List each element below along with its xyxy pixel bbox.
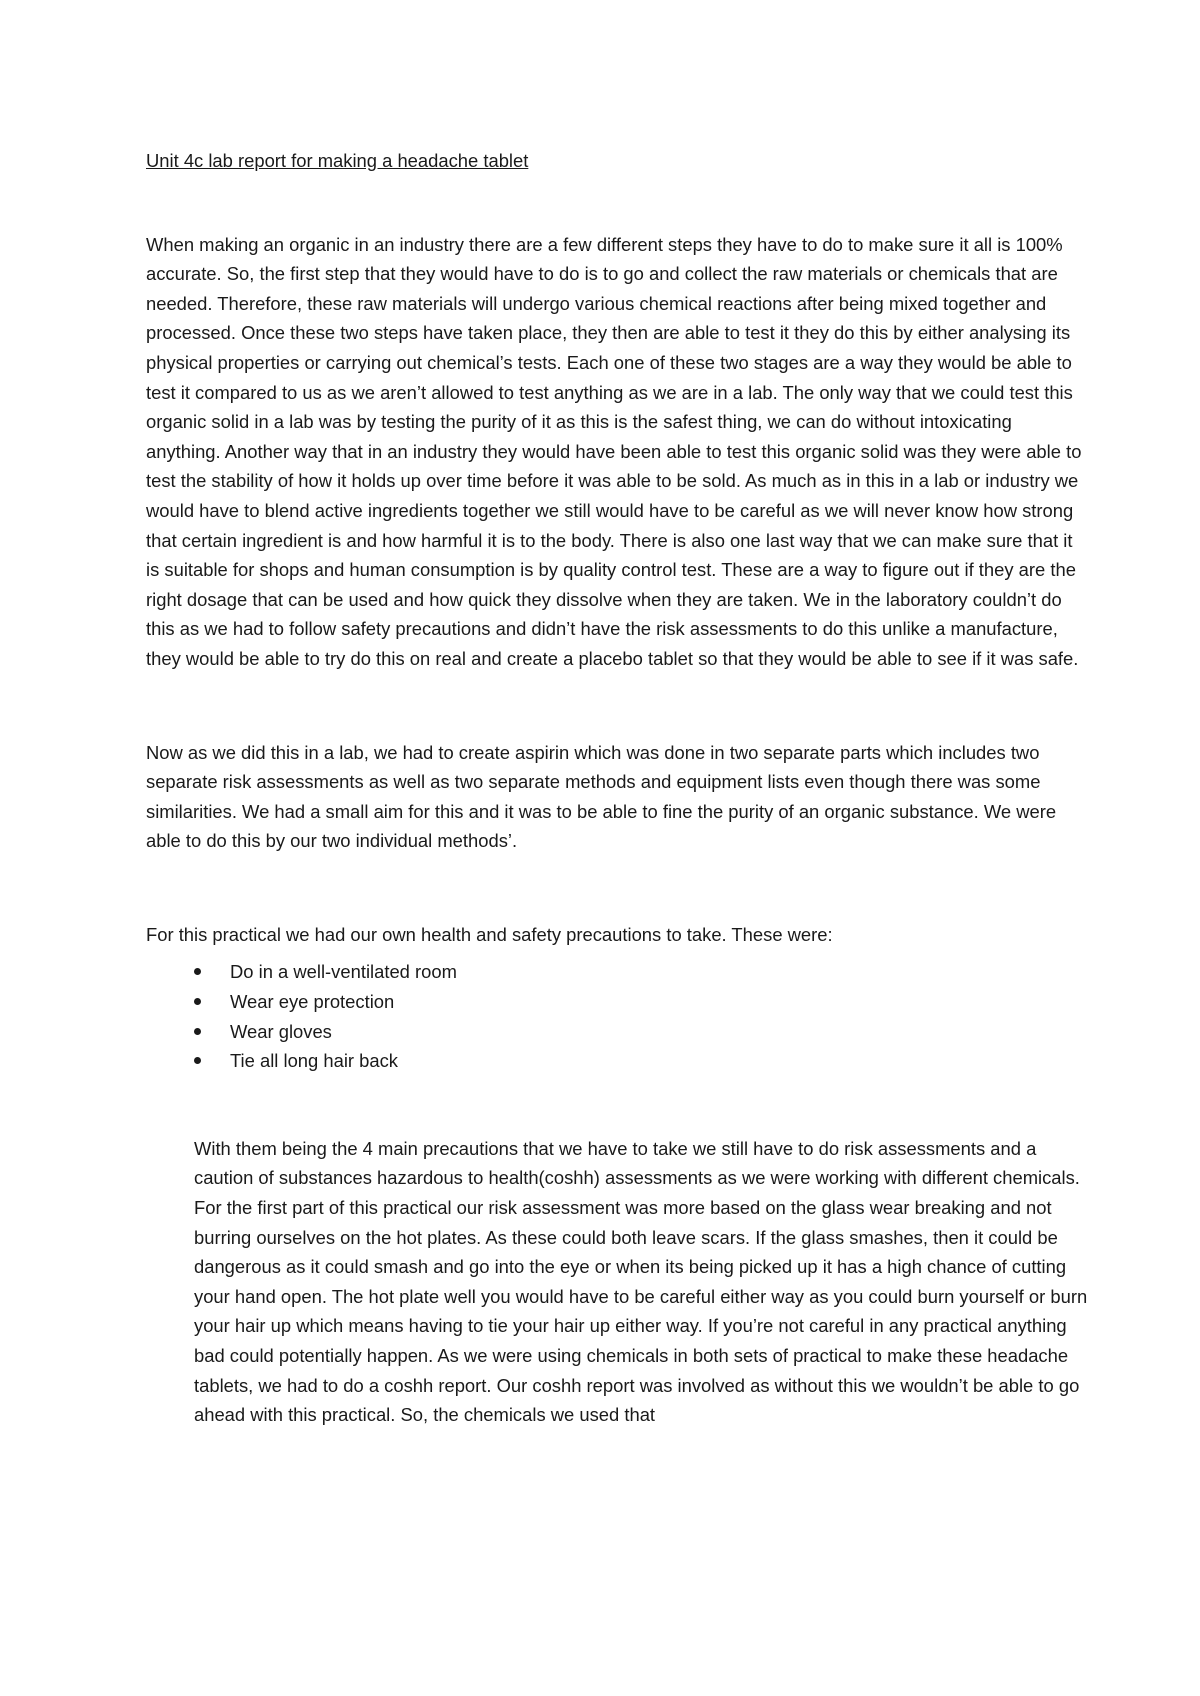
- list-item: [146, 1017, 1086, 1047]
- precautions-list: [146, 957, 1086, 1075]
- bullet-icon: [194, 968, 201, 975]
- precaution-text: Wear eye protection: [230, 991, 395, 1013]
- precaution-text: Wear gloves: [230, 1020, 332, 1042]
- bullet-icon: [194, 998, 201, 1005]
- list-item: [146, 957, 1086, 987]
- bullet-icon: [194, 1028, 201, 1035]
- precautions-intro-paragraph: For this practical we had our own health and safety precautions to take. These were:: [146, 923, 833, 945]
- intro-paragraph: When making an organic in an industry there are a few different steps they have to do to make sure it all is 100% accurate. So, the first step that they would have to do is to go and collect the raw materials or chemicals that are needed. Therefore, these raw materials will undergo various chemical reactions after being mixed together and processed. Once these two steps have taken place, they then are able to test it they do this by either analysing its physical properties or carrying out chemical’s tests. Each one of these two stages are a way they would be able to test it compared to us as we aren’t allowed to test anything as we are in a lab. The only way that we could test this organic solid in a lab was by testing the purity of it as this is the safest thing, we can do without intoxicating anything. Another way that in an industry they would have been able to test this organic solid was they were able to test the stability of how it holds up over time before it was able to be sold. As much as in this in a lab or industry we would have to blend active ingredients together we still would have to be careful as we will never know how strong that certain ingredient is and how harmful it is to the body. There is also one last way that we can make sure that it is suitable for shops and human consumption is by quality control test. These are a way to figure out if they are the right dosage that can be used and how quick they dissolve when they are taken. We in the laboratory couldn’t do this as we had to follow safety precautions and didn’t have the risk assessments to do this unlike a manufacture, they would be able to try do this on real and create a placebo tablet so that they would be able to see if it was safe.: [146, 233, 1082, 669]
- document-title: Unit 4c lab report for making a headache tablet: [146, 150, 529, 171]
- bullet-icon: [194, 1057, 201, 1064]
- list-item: [146, 987, 1086, 1017]
- precaution-text: Tie all long hair back: [230, 1050, 398, 1072]
- precaution-text: Do in a well-ventilated room: [230, 961, 457, 983]
- risk-assessment-paragraph: With them being the 4 main precautions that we have to take we still have to do risk assessments and a caution of substances hazardous to health(coshh) assessments as we were working with different chemicals. For the first part of this practical our risk assessment was more based on the glass wear breaking and not burring ourselves on the hot plates. As these could both leave scars. If the glass smashes, then it could be dangerous as it could smash and go into the eye or when its being picked up it has a high chance of cutting your hand open. The hot plate well you would have to be careful either way as you could burn yourself or burn your hair up which means having to tie your hair up either way. If you’re not careful in any practical anything bad could potentially happen. As we were using chemicals in both sets of practical to make these headache tablets, we had to do a coshh report. Our coshh report was involved as without this we wouldn’t be able to go ahead with this practical. So, the chemicals we used that: [194, 1137, 1088, 1426]
- lab-paragraph: Now as we did this in a lab, we had to create aspirin which was done in two separate parts which includes two separate risk assessments as well as two separate methods and equipment lists even though there was some similarities. We had a small aim for this and it was to be able to fine the purity of an organic substance. We were able to do this by our two individual methods’.: [146, 741, 1057, 852]
- document-body: [146, 146, 1086, 1430]
- list-item: [146, 1046, 1086, 1076]
